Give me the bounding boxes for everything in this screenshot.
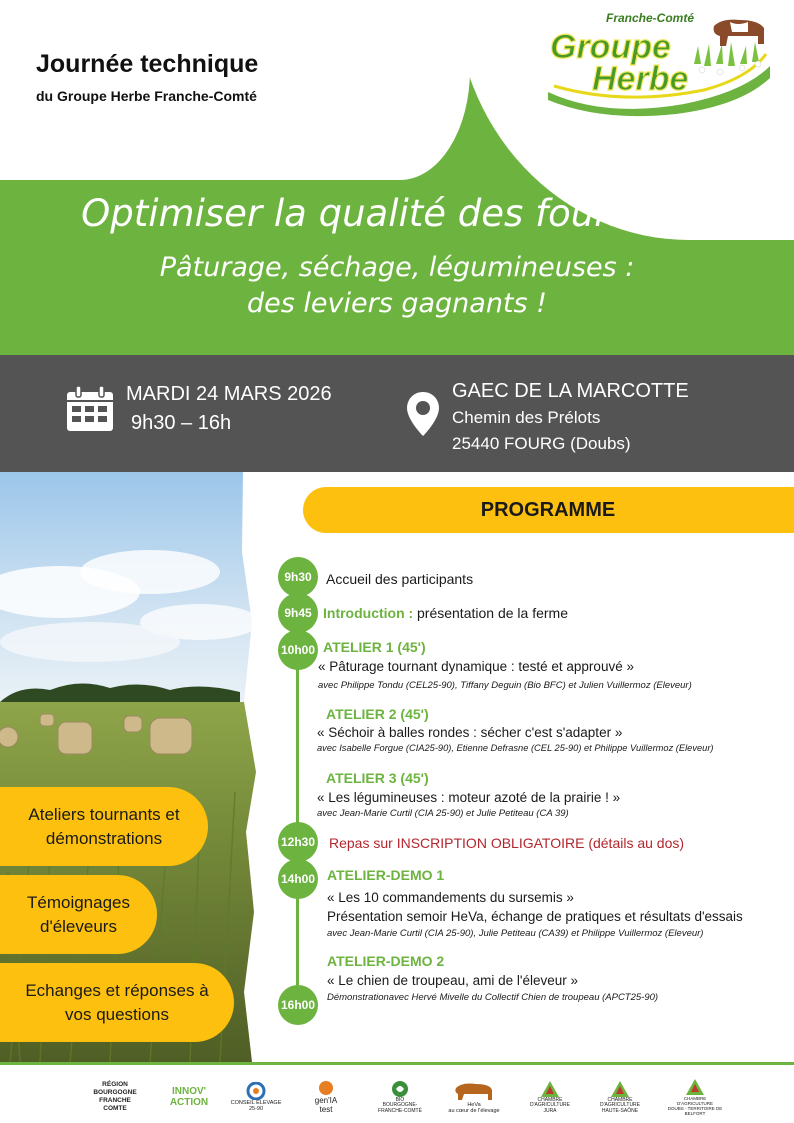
subtitle-line2: des leviers gagnants ! — [246, 288, 547, 319]
demo1-title: ATELIER-DEMO 1 — [327, 867, 445, 883]
highlight-pill-temoignages: Témoignages d'éleveurs — [0, 875, 157, 954]
bio-bfc-logo: BIO BOURGOGNE- FRANCHE-COMTÉ — [370, 1072, 430, 1122]
atelier3-speakers: avec Jean-Marie Curtil (CIA 25-90) et Julie Petiteau (CA 39) — [317, 808, 569, 819]
repas-notice: Repas sur INSCRIPTION OBLIGATOIRE (détails au dos) — [329, 835, 685, 851]
location-city: 25440 FOURG (Doubs) — [452, 434, 631, 453]
subtitle-line1: Pâturage, séchage, légumineuses : — [159, 252, 635, 283]
demo2-text: « Le chien de troupeau, ami de l'éleveur » — [327, 973, 578, 988]
header-banner — [0, 0, 794, 355]
intro-text: présentation de la ferme — [417, 605, 568, 621]
calendar-icon — [66, 386, 114, 432]
footer-divider — [0, 1062, 794, 1065]
main-title: Optimiser la qualité des fourrages — [81, 192, 713, 235]
demo1-text2: Présentation semoir HeVa, échange de pratiques et résultats d'essais — [327, 909, 743, 924]
time-dot-1000: 10h00 — [278, 630, 318, 670]
intro-label: Introduction : — [323, 605, 414, 621]
event-type-title: Journée technique — [36, 50, 259, 78]
atelier3-text: « Les légumineuses : moteur azoté de la prairie ! » — [317, 790, 621, 805]
chambre-agriculture-doubs-logo: CHAMBRE D'AGRICULTURE DOUBS - TERRITOIRE DE BELFORT — [664, 1072, 726, 1122]
atelier3-title: ATELIER 3 (45') — [326, 770, 429, 786]
genia-icon — [318, 1080, 334, 1096]
event-date: MARDI 24 MARS 2026 — [126, 383, 332, 405]
logo-word1: Groupe — [550, 28, 671, 66]
highlight-pill-echanges: Echanges et réponses à vos questions — [0, 963, 234, 1042]
atelier2-text: « Séchoir à balles rondes : sécher c'est s'adapter » — [317, 725, 623, 740]
event-time: 9h30 – 16h — [131, 412, 232, 434]
atelier1-title: ATELIER 1 (45') — [323, 639, 426, 655]
accueil-text: Accueil des participants — [326, 571, 474, 587]
groupe-herbe-logo — [544, 6, 776, 118]
event-info-bar — [0, 355, 794, 472]
innov-action-logo: INNOV' ACTION — [169, 1086, 209, 1108]
conseil-elevage-logo: CONSEIL ÉLEVAGE 25-90 — [224, 1072, 288, 1122]
demo2-title: ATELIER-DEMO 2 — [327, 953, 445, 969]
demo1-speakers: avec Jean-Marie Curtil (CIA 25-90), Julie Petiteau (CA39) et Philippe Vuillermoz (Eleveur) — [327, 928, 704, 939]
location-street: Chemin des Prélots — [452, 408, 601, 427]
atelier1-speakers: avec Philippe Tondu (CEL25-90), Tiffany Deguin (Bio BFC) et Julien Vuillermoz (Eleveur) — [318, 680, 692, 691]
logo-word2: Herbe — [592, 60, 689, 98]
bio-leaf-icon — [390, 1080, 410, 1098]
logo-top-text: Franche-Comté — [606, 11, 695, 25]
map-pin-icon — [405, 390, 441, 438]
chambre-agri-icon — [539, 1080, 561, 1098]
cow-icon — [714, 20, 764, 46]
atelier2-speakers: avec Isabelle Forgue (CIA25-90), Etienne Defrasne (CEL 25-90) et Philippe Vuillermoz (Eleveur) — [317, 743, 714, 753]
conseil-elevage-icon — [245, 1082, 267, 1100]
demo1-text1: « Les 10 commandements du sursemis » — [327, 890, 574, 905]
chambre-agri-icon — [609, 1080, 631, 1098]
highlight-pill-ateliers: Ateliers tournants et démonstrations — [0, 787, 208, 866]
location-name: GAEC DE LA MARCOTTE — [452, 380, 689, 402]
time-dot-1230: 12h30 — [278, 822, 318, 862]
programme-title: PROGRAMME — [480, 499, 616, 521]
time-dot-0930: 9h30 — [278, 557, 318, 597]
genia-logo: gen'IA test — [300, 1072, 352, 1122]
time-dot-0945: 9h45 — [278, 593, 318, 633]
time-dot-1600: 16h00 — [278, 985, 318, 1025]
atelier1-text: « Pâturage tournant dynamique : testé et approuvé » — [318, 659, 634, 674]
chambre-agri-icon — [684, 1078, 706, 1096]
time-dot-1400: 14h00 — [278, 859, 318, 899]
heva-cow-icon — [452, 1080, 496, 1102]
heva-logo: HeVa au cœur de l'élevage — [446, 1072, 502, 1122]
region-bfc-logo: RÉGION BOURGOGNE FRANCHE COMTE — [93, 1081, 137, 1112]
demo2-speakers: Démonstrationavec Hervé Mivelle du Collectif Chien de troupeau (APCT25-90) — [327, 992, 659, 1003]
atelier2-title: ATELIER 2 (45') — [326, 706, 429, 722]
chambre-agriculture-jura-logo: CHAMBRE D'AGRICULTURE JURA — [522, 1072, 578, 1122]
chambre-agriculture-hs-logo: CHAMBRE D'AGRICULTURE HAUTE-SAÔNE — [592, 1072, 648, 1122]
event-organizer: du Groupe Herbe Franche-Comté — [36, 88, 257, 104]
